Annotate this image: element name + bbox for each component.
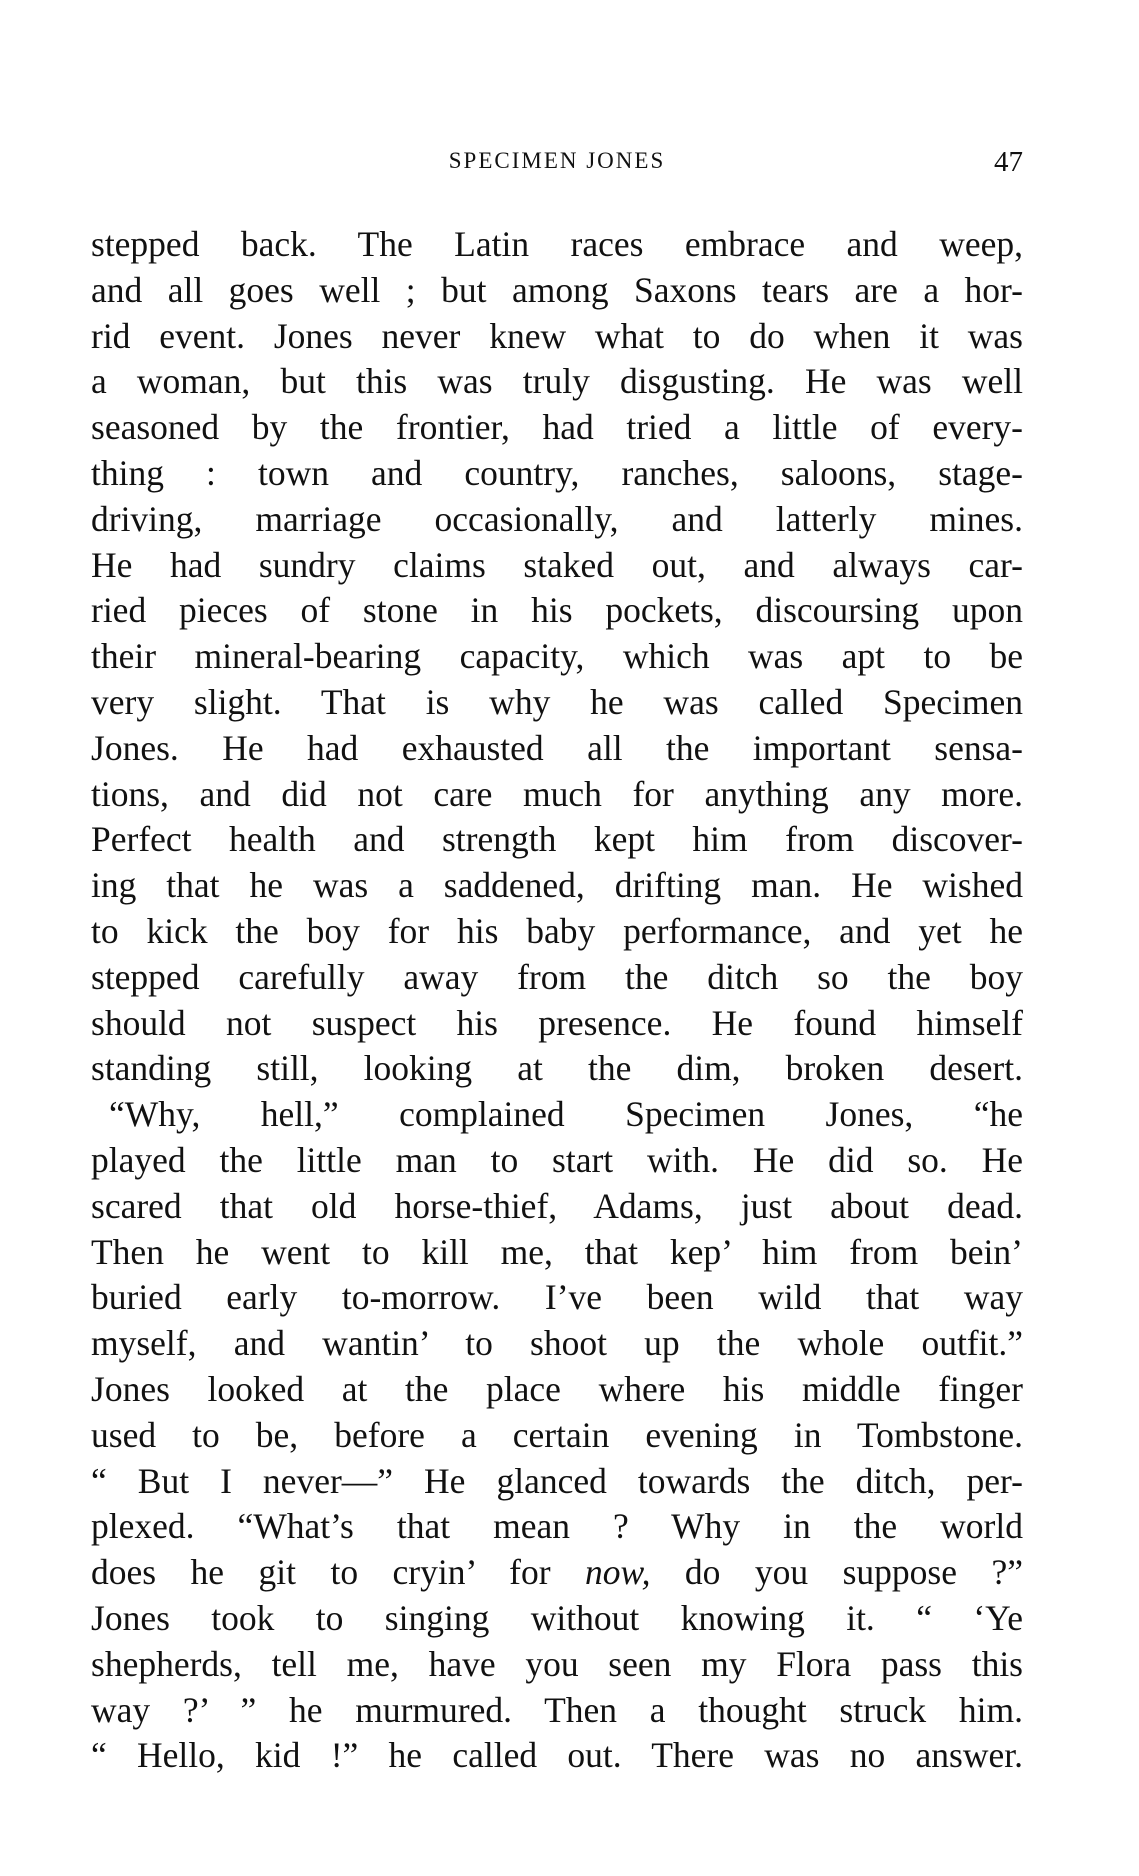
text-line: stepped back. The Latin races embrace and weep, xyxy=(91,224,1023,264)
page-number: 47 xyxy=(994,146,1023,178)
text-line: He had sundry claims staked out, and always car- xyxy=(91,544,1023,585)
text-line: “Why, hell,” complained Specimen Jones, “he xyxy=(109,1094,1023,1135)
text-line: Jones looked at the place where his middle finger xyxy=(91,1368,1023,1409)
text-line: standing still, looking at the dim, broken desert. xyxy=(91,1048,1023,1089)
text-line: driving, marriage occasionally, and latterly mines. xyxy=(91,498,1023,539)
text-line: way ?’ ” he murmured. Then a thought struck him. xyxy=(91,1689,1023,1730)
text-line: ing that he was a saddened, drifting man. He wished xyxy=(91,865,1023,906)
text-span: does he git to cryin’ for xyxy=(91,1552,586,1593)
text-line: Then he went to kill me, that kep’ him from bein’ xyxy=(91,1231,1023,1272)
text-line: Jones. He had exhausted all the important sensa- xyxy=(91,727,1023,768)
text-line: buried early to-morrow. I’ve been wild that way xyxy=(91,1277,1023,1318)
text-line: rid event. Jones never knew what to do when it was xyxy=(91,315,1023,356)
text-line: Jones took to singing without knowing it. “ ‘Ye xyxy=(91,1597,1023,1638)
text-span: do you suppose ?” xyxy=(650,1552,1023,1593)
text-line: plexed. “What’s that mean ? Why in the world xyxy=(91,1506,1023,1547)
text-line: played the little man to start with. He did so. He xyxy=(91,1139,1023,1180)
text-line: to kick the boy for his baby performance, and yet he xyxy=(91,910,1023,951)
text-line: very slight. That is why he was called Specimen xyxy=(91,681,1023,722)
text-line: thing : town and country, ranches, saloons, stage- xyxy=(91,452,1023,493)
text-line: ried pieces of stone in his pockets, discoursing upon xyxy=(91,590,1023,631)
text-line: and all goes well ; but among Saxons tears are a hor- xyxy=(91,269,1023,310)
text-line: shepherds, tell me, have you seen my Flora pass this xyxy=(91,1643,1023,1684)
body-text xyxy=(91,222,1023,1779)
italic-word: now, xyxy=(585,1552,651,1593)
text-line: “ But I never—” He glanced towards the ditch, per- xyxy=(91,1460,1023,1501)
text-line: “ Hello, kid !” he called out. There was no answer. xyxy=(91,1735,1023,1776)
text-line: myself, and wantin’ to shoot up the whole outfit.” xyxy=(91,1323,1023,1364)
text-line: a woman, but this was truly disgusting. He was well xyxy=(91,361,1023,402)
text-line: scared that old horse-thief, Adams, just about dead. xyxy=(91,1185,1023,1226)
text-line: Perfect health and strength kept him from discover- xyxy=(91,819,1023,860)
text-line xyxy=(91,1550,1023,1596)
text-line: should not suspect his presence. He found himself xyxy=(91,1002,1023,1043)
page-header xyxy=(91,142,1023,182)
text-line: tions, and did not care much for anything any more. xyxy=(91,773,1023,814)
running-title: SPECIMEN JONES xyxy=(448,148,666,173)
text-line: used to be, before a certain evening in Tombstone. xyxy=(91,1414,1023,1455)
text-line: their mineral-bearing capacity, which was apt to be xyxy=(91,636,1023,677)
text-line: stepped carefully away from the ditch so the boy xyxy=(91,956,1023,997)
text-line: seasoned by the frontier, had tried a little of every- xyxy=(91,407,1023,448)
